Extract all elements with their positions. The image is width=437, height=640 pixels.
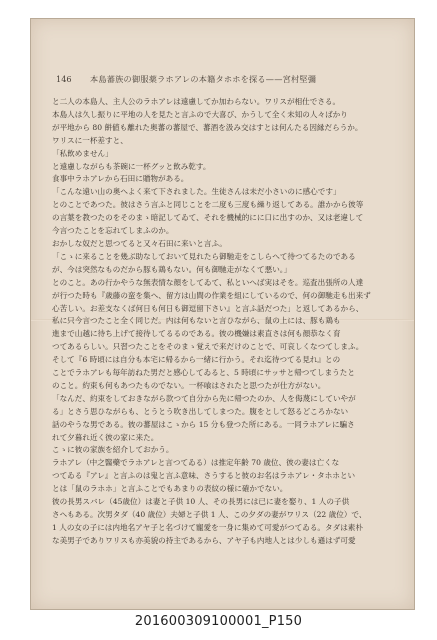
text-line: こゝに彼の家族を紹介しておかう。 bbox=[52, 445, 174, 455]
text-line: 彼の長男スバレ（45歳位）は妻と子供 10 人、その長男には已に妻を娶り、1 人の子供 bbox=[52, 497, 350, 507]
text-line: 話のやうな男である。彼の蕃屋はこゝから 15 分も登つた所にある。一同ラホアレに騙さ bbox=[52, 419, 355, 429]
text-line: 「私飲めません」 bbox=[52, 148, 113, 158]
text-line: さへもある。次男タダ（40 歳位）夫婦と子供 1 人、この夕ダの妻がワリス（22 歳位）で、 bbox=[52, 510, 367, 519]
text-line: とのこと。あの行かやうな無表情な顔をしてゐて、私といへば実はそを。巡査出張所の人達 bbox=[52, 277, 364, 287]
text-line: つてあるらしい。只習つたことをそのまゝ覚えで来だけのことで、可哀しくなつてしまふ。 bbox=[52, 342, 364, 352]
text-line: が平地から 80 餅値も離れた奥蕃の蕃屋で、蕃酒を汲み交はすとは何んたる因縁だらうか。 bbox=[52, 122, 363, 132]
text-line: 「こゝに来ることを幾ぶ助なしておいて見れたら御馳走をこしらへて待つてるたのである bbox=[52, 251, 356, 261]
text-line: のこと。約束も何もあつたものでない。一杯喰はされたと思つたが仕方がない。 bbox=[52, 380, 326, 390]
text-line: れて夕暮れ近く彼の家に来た。 bbox=[52, 432, 159, 442]
page-number: 146 bbox=[56, 74, 72, 84]
text-line: 「こんな遠い山の奥へよく来て下されました。生徒さんは未だ小さいのに感心です」 bbox=[52, 187, 341, 197]
text-line: 心苦しい。お差支なくば何日も何日も御逗留下さい』と言ふ話だつた」と返してあるから、 bbox=[52, 303, 364, 313]
text-line: つてゐる『アレ』と言ふのは鬼と言ふ意味、さうすると彼のお名はラホアレ・タホホとい bbox=[52, 471, 356, 481]
text-line: とのことであつた。彼はさう言ふと同じことを二度も三度も繰り返してある。誰かから彼等 bbox=[52, 200, 364, 210]
image-caption: 201600309100001_P150 bbox=[134, 614, 303, 629]
text-line: そして『6 時頃には自分も本宅に帰るから一緒に行かう。それ迄待つてる見れ』との bbox=[52, 355, 341, 365]
text-line: 食事中ラホアレから石田に贈物がある。 bbox=[52, 174, 189, 184]
text-line: 進まで山越に待ち上げて接待してるるのである。彼の機嫌は素直さは何も顔恭なく育 bbox=[52, 329, 341, 339]
text-line: ことでラホアレも毎年訪ねた男だと感心してゐると、5 時頃にサッサと帰つてしまうたと bbox=[52, 368, 355, 378]
running-title: 本島蕃族の御服薬ラホアレの本籍タホホを探る——宮村堅彌 bbox=[90, 74, 317, 84]
text-line: の言葉を教つたのをそのまゝ暗記してゐて、それを機械的にに口に出すのか、又は老違して bbox=[52, 213, 364, 223]
text-line: ラホアレ（中之醫藥でラホアレと言つてゐる）は推定年齢 70 歳位、彼の妻は亡くな bbox=[52, 458, 340, 468]
text-line: 本島人は久し振りに平地の人を見たと言ふので大喜び、かうして全く未知の人々ばかり bbox=[52, 109, 348, 119]
text-line: ワリスに一杯差すと、 bbox=[52, 135, 128, 145]
text-line: な美男子でありワリスも亦美貌の持主であるから、アヤ子も内地人とは少しも遜はず可愛 bbox=[52, 535, 356, 545]
text-line: おかしな奴だと思つてると又々石田に来いと言ふ。 bbox=[52, 238, 227, 248]
text-line: とは「鼠のラホホ」と言ふことでもあまりの表紋の様に確かでない。 bbox=[52, 484, 288, 494]
text-line: 今言つたことを忘れてしまふのか。 bbox=[52, 226, 174, 236]
text-line: る」とさう思ひながらも、とうとう吹き出してしまつた。腹をとして怒るどころかない bbox=[52, 406, 349, 416]
text-line: が、今は突然なものだから豚も鶏もない。何も御馳走がなくて悪い。」 bbox=[52, 264, 292, 274]
page-body-text bbox=[52, 96, 376, 548]
text-line: が行つた時も『歳藤の蛮を集へ、留方は山間の作業を組にしているので、何の御馳走も出来ず bbox=[52, 290, 371, 300]
text-line: 私に只今言つたこと全く同じだ。内は何もないと言ひながら、鼠の上には、豚も鶏も bbox=[52, 316, 341, 326]
text-line: 1 人の女の子には内地名アヤ子と名づけて寵愛を一身に集めて可愛がつてゐる。タダは素朴 bbox=[52, 522, 363, 532]
text-line: 「なんだ、約束をしておきながら款つて自分から先に帰つたのか、人を侮蔑にしていやが bbox=[52, 393, 356, 403]
text-line: と遠慮しながらも茶碗に一杯グッと飲み乾す。 bbox=[52, 161, 211, 171]
text-line: と二人の本島人、主人公のラホアレは遠慮してか加わらない。ワリスが相仕でさる。 bbox=[52, 97, 341, 106]
